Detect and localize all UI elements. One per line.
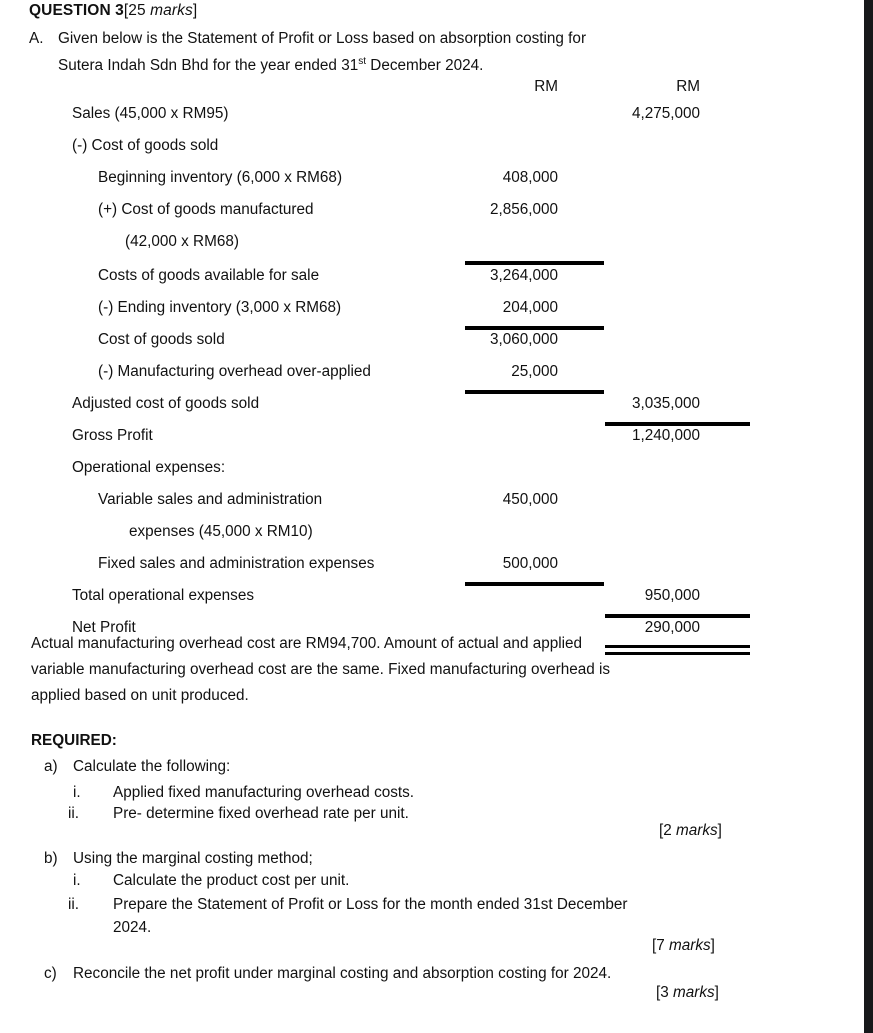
item-a-i-number: i. (73, 784, 81, 801)
row-label: expenses (45,000 x RM10) (129, 523, 313, 540)
row-label: (-) Manufacturing overhead over-applied (98, 363, 371, 380)
marks-open: [3 (656, 984, 674, 1001)
statement-column-headers (0, 78, 864, 105)
marks-word: marks (669, 937, 711, 954)
row-label: Gross Profit (72, 427, 153, 444)
item-a-ii-text: Pre- determine fixed overhead rate per unit. (113, 805, 409, 822)
subtotal-rule (605, 422, 750, 426)
table-row (0, 395, 864, 427)
item-a-ii-number: ii. (68, 805, 80, 822)
column-header-rm-2: RM (676, 78, 700, 95)
row-label: (-) Ending inventory (3,000 x RM68) (98, 299, 342, 316)
question-header (29, 2, 197, 20)
scan-edge-band (864, 0, 873, 1033)
row-label: Fixed sales and administration expenses (98, 555, 375, 572)
row-label: Costs of goods available for sale (98, 267, 320, 284)
notes-line-3: applied based on unit produced. (31, 687, 249, 704)
question-marks-open: [25 (123, 2, 151, 19)
question-number: QUESTION 3 (29, 2, 124, 19)
subtotal-rule (465, 261, 604, 265)
table-row (0, 587, 864, 619)
row-label: Total operational expenses (72, 587, 254, 604)
intro-line-2-before: Sutera Indah Sdn Bhd for the year ended 31 (58, 57, 359, 74)
row-value-col1: 450,000 (502, 491, 558, 508)
marks-open: [2 (659, 822, 677, 839)
row-label: Net Profit (72, 619, 136, 636)
item-b-i-text: Calculate the product cost per unit. (113, 872, 350, 889)
item-a-letter: a) (44, 758, 58, 775)
item-c-letter: c) (44, 965, 57, 982)
row-label: Adjusted cost of goods sold (72, 395, 260, 412)
subtotal-rule (465, 390, 604, 394)
row-label: Variable sales and administration (98, 491, 323, 508)
intro-line-2-after: December 2024. (366, 57, 484, 74)
row-value-col2: 290,000 (644, 619, 700, 636)
ordinal-suffix: st (358, 55, 367, 67)
row-value-col1: 204,000 (502, 299, 558, 316)
notes-line-1: Actual manufacturing overhead cost are RM94,700. Amount of actual and applied (31, 635, 583, 652)
marks-open: [7 (652, 937, 670, 954)
item-b-ii-number: ii. (68, 896, 80, 913)
marks-close: ] (717, 822, 722, 839)
table-row (0, 491, 864, 523)
item-b-text: Using the marginal costing method; (73, 850, 313, 867)
subtotal-rule (605, 614, 750, 618)
item-a-text: Calculate the following: (73, 758, 231, 775)
table-row (0, 137, 864, 169)
row-value-col2: 4,275,000 (631, 105, 700, 122)
marks-word: marks (676, 822, 718, 839)
subtotal-rule (465, 326, 604, 330)
item-b-marks (652, 937, 715, 955)
row-value-col1: 25,000 (511, 363, 558, 380)
row-value-col2: 3,035,000 (631, 395, 700, 412)
row-value-col1: 500,000 (502, 555, 558, 572)
item-b-ii-text-line-2: 2024. (113, 919, 152, 936)
table-row (0, 459, 864, 491)
table-row (0, 201, 864, 233)
notes-line-2: variable manufacturing overhead cost are the same. Fixed manufacturing overhead is (31, 661, 611, 678)
intro-line-2 (58, 52, 483, 79)
question-marks-word: marks (150, 2, 193, 19)
table-row (0, 267, 864, 299)
table-row (0, 555, 864, 587)
item-b-letter: b) (44, 850, 58, 867)
row-value-col1: 3,060,000 (489, 331, 558, 348)
row-label: Cost of goods sold (98, 331, 225, 348)
marks-close: ] (710, 937, 715, 954)
item-c-text: Reconcile the net profit under marginal costing and absorption costing for 2024. (73, 965, 612, 982)
profit-loss-statement (0, 78, 864, 651)
row-value-col1: 2,856,000 (489, 201, 558, 218)
item-b-i-number: i. (73, 872, 81, 889)
subtotal-rule (465, 582, 604, 586)
row-value-col1: 408,000 (502, 169, 558, 186)
intro-line-1: Given below is the Statement of Profit or Loss based on absorption costing for (58, 30, 587, 47)
table-row (0, 331, 864, 363)
row-label: Operational expenses: (72, 459, 226, 476)
table-row (0, 233, 864, 267)
marks-word: marks (673, 984, 715, 1001)
row-value-col2: 1,240,000 (631, 427, 700, 444)
table-row (0, 105, 864, 137)
row-label: Beginning inventory (6,000 x RM68) (98, 169, 343, 186)
item-b-ii-text-line-1: Prepare the Statement of Profit or Loss for the month ended 31st December (113, 896, 628, 913)
total-rule-lower (605, 652, 750, 655)
row-label: (-) Cost of goods sold (72, 137, 219, 154)
question-marks-close: ] (192, 2, 198, 19)
row-label: (+) Cost of goods manufactured (98, 201, 314, 218)
table-row (0, 427, 864, 459)
column-header-rm-1: RM (534, 78, 558, 95)
required-heading: REQUIRED: (31, 732, 117, 749)
marks-close: ] (714, 984, 719, 1001)
row-label: (42,000 x RM68) (125, 233, 239, 250)
total-rule-upper (605, 645, 750, 648)
item-c-marks (656, 984, 719, 1002)
row-value-col1: 3,264,000 (489, 267, 558, 284)
item-a-marks (659, 822, 722, 840)
row-value-col2: 950,000 (644, 587, 700, 604)
table-row (0, 363, 864, 395)
table-row (0, 299, 864, 331)
part-a-letter: A. (29, 30, 44, 47)
table-row (0, 169, 864, 201)
row-label: Sales (45,000 x RM95) (72, 105, 229, 122)
table-row (0, 523, 864, 555)
item-a-i-text: Applied fixed manufacturing overhead costs. (113, 784, 415, 801)
